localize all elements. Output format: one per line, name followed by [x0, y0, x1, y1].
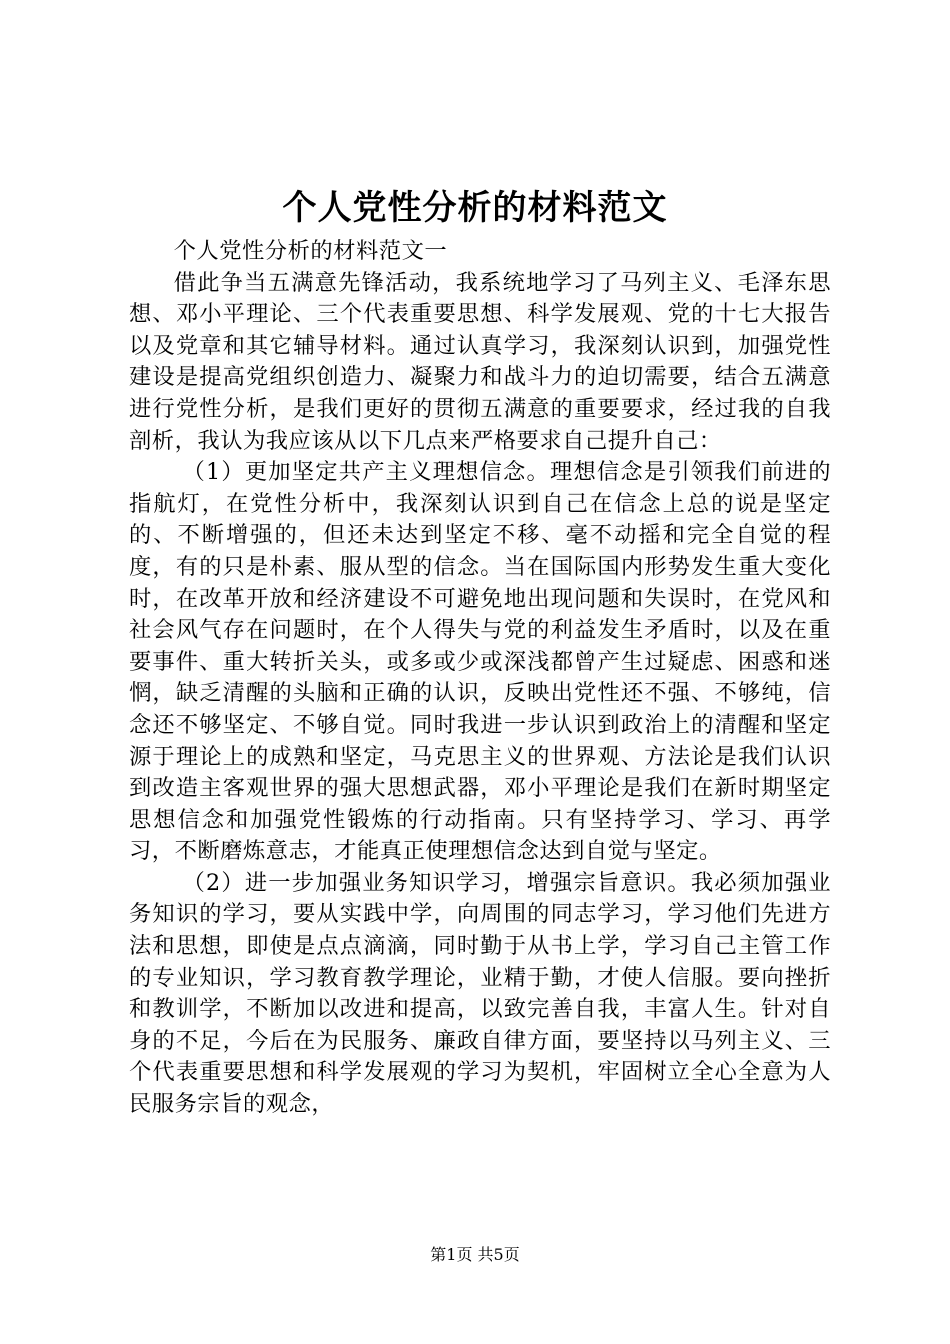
page-number: 第1页 共5页 [430, 1245, 520, 1264]
document-subtitle: 个人党性分析的材料范文一 [173, 238, 448, 264]
paragraph-point-2: （2）进一步加强业务知识学习，增强宗旨意识。我必须加强业务知识的学习，要从实践中学，向周围的同志学习，学习他们先进方法和思想，即使是点点滴滴，同时勤于从书上学，学习自己主管工作的专业知识，学习教育教学理论，业精于勤，才使人信服。要向挫折和教训学，不断加以改进和提高，以致完善自我，丰富人生。针对自身的不足，今后在为民服务、廉政自律方面，要坚持以马列主义、三个代表重要思想和科学发展观的学习为契机，牢固树立全心全意为人民服务宗旨的观念， [129, 869, 831, 1118]
paragraph-point-1: （1）更加坚定共产主义理想信念。理想信念是引领我们前进的指航灯，在党性分析中，我深刻认识到自己在信念上总的说是坚定的、不断增强的，但还未达到坚定不移、毫不动摇和完全自觉的程度，有的只是朴素、服从型的信念。当在国际国内形势发生重大变化时，在改革开放和经济建设不可避免地出现问题和失误时，在党风和社会风气存在问题时，在个人得失与党的利益发生矛盾时，以及在重要事件、重大转折关头，或多或少或深浅都曾产生过疑虑、困惑和迷惘，缺乏清醒的头脑和正确的认识，反映出党性还不强、不够纯，信念还不够坚定、不够自觉。同时我进一步认识到政治上的清醒和坚定源于理论上的成熟和坚定，马克思主义的世界观、方法论是我们认识到改造主客观世界的强大思想武器，邓小平理论是我们在新时期坚定思想信念和加强党性锻炼的行动指南。只有坚持学习、学习、再学习，不断磨炼意志，才能真正使理想信念达到自觉与坚定。 [129, 459, 831, 865]
paragraph-intro: 借此争当五满意先锋活动，我系统地学习了马列主义、毛泽东思想、邓小平理论、三个代表重要思想、科学发展观、党的十七大报告以及党章和其它辅导材料。通过认真学习，我深刻认识到，加强党性建设是提高党组织创造力、凝聚力和战斗力的迫切需要，结合五满意进行党性分析，是我们更好的贯彻五满意的重要要求，经过我的自我剖析，我认为我应该从以下几点来严格要求自己提升自己： [129, 269, 831, 454]
document-body [129, 236, 831, 1121]
document-title: 个人党性分析的材料范文 [282, 188, 668, 228]
